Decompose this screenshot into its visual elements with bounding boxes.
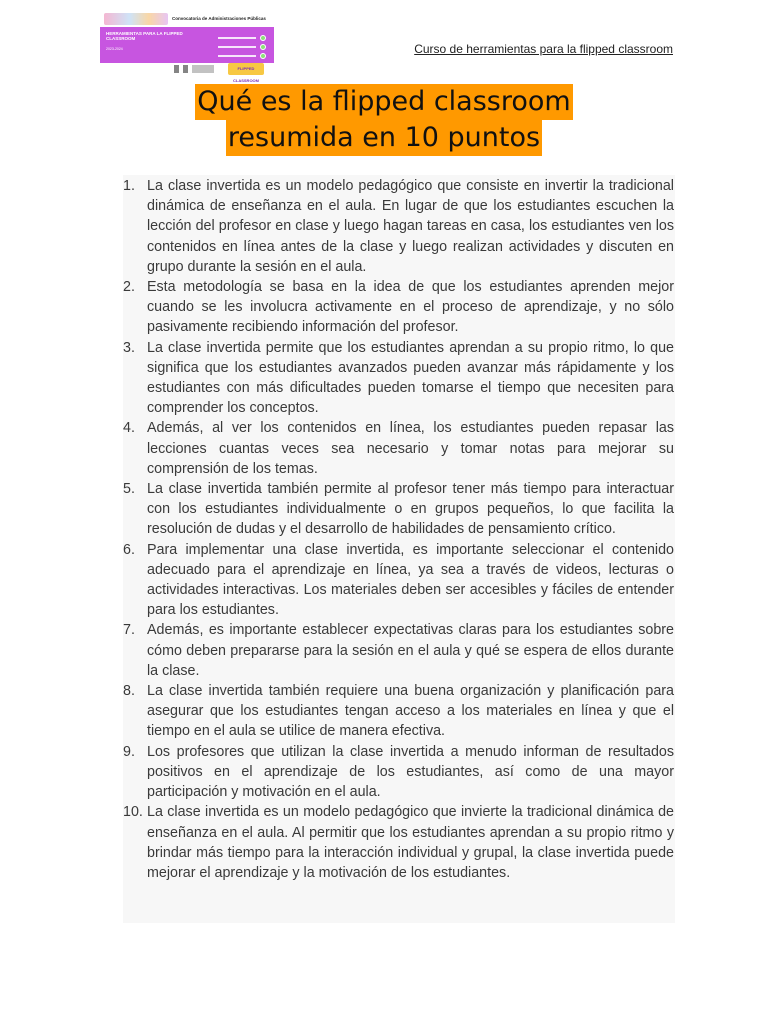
list-item-number: 9.	[123, 743, 135, 760]
banner-logos	[100, 63, 274, 83]
list-item	[123, 418, 674, 479]
list-item-number: 3.	[123, 339, 135, 356]
list-item-number: 7.	[123, 622, 135, 639]
list-item	[123, 742, 674, 803]
list-item	[123, 540, 674, 621]
header-course-name: Curso de herramientas para la flipped classroom	[414, 42, 673, 56]
list-item-number: 10.	[123, 804, 143, 821]
list-item	[123, 176, 674, 277]
list-item-text: Esta metodología se basa en la idea de que los estudiantes aprenden mejor cuando se les involucra activamente en el proceso de aprendizaje, y no sólo pasivamente recibiendo información del profesor.	[147, 279, 674, 336]
banner-row	[218, 44, 266, 50]
banner-dates: 2023-2024	[106, 47, 123, 51]
list-item	[123, 479, 674, 540]
banner-row	[218, 35, 266, 41]
check-dot-icon	[260, 44, 266, 50]
list-item-text: Además, es importante establecer expectativas claras para los estudiantes sobre cómo deben prepararse para la sesión en el aula y qué se espera de ellos durante la clase.	[147, 622, 674, 679]
banner-illustration	[104, 13, 168, 25]
list-item-text: La clase invertida también requiere una buena organización y planificación para asegurar que los estudiantes tengan acceso a los materiales en línea y que el tiempo en el aula se utilice de manera efectiva.	[147, 683, 674, 740]
list-item-number: 8.	[123, 683, 135, 700]
list-item-number: 5.	[123, 481, 135, 498]
list-item-text: La clase invertida es un modelo pedagógico que invierte la tradicional dinámica de enseñanza en el aula. Al permitir que los estudiantes aprendan a su propio ritmo y brindar más tiempo para la interacción individual y grupal, la clase invertida puede mejorar el aprendizaje y la motivación de los estudiantes.	[147, 804, 674, 881]
flipped-classroom-logo: FLIPPED CLASSROOM	[228, 63, 264, 75]
banner-top-strip	[100, 11, 274, 27]
list-item	[123, 338, 674, 419]
list-item-text: Para implementar una clase invertida, es importante seleccionar el contenido adecuado para el aprendizaje en línea, ya sea a través de videos, lecturas o actividades interactivas. Los materiales deben ser accesibles y fáciles de entender para los estudiantes.	[147, 541, 674, 619]
banner-row	[218, 53, 266, 59]
title-line-1: Qué es la flipped classroom	[195, 84, 572, 120]
list-item-number: 2.	[123, 279, 135, 296]
points-list	[123, 176, 674, 883]
list-item-number: 4.	[123, 420, 135, 437]
list-item	[123, 277, 674, 338]
list-item-text: La clase invertida es un modelo pedagógico que consiste en invertir la tradicional dinámica de enseñanza en el aula. En lugar de que los estudiantes escuchen la lección del profesor en clase y luego hagan tareas en casa, los estudiantes ven los contenidos en línea antes de la clase y luego realizan actividades y discuten en grupo durante la sesión en el aula.	[147, 178, 674, 275]
list-item	[123, 681, 674, 742]
list-item	[123, 802, 674, 883]
title-line-2: resumida en 10 puntos	[226, 120, 542, 156]
banner-body	[100, 27, 274, 63]
list-item-text: La clase invertida también permite al profesor tener más tiempo para interactuar con los estudiantes individualmente o en grupos pequeños, lo que facilita la resolución de dudas y el desarrollo de habilidades de pensamiento crítico.	[147, 481, 674, 538]
page-title	[0, 84, 768, 156]
check-dot-icon	[260, 35, 266, 41]
course-banner	[100, 11, 274, 83]
list-item-text: La clase invertida permite que los estudiantes aprendan a su propio ritmo, lo que significa que los estudiantes avanzados pueden avanzar más rápidamente y los estudiantes con más dificultades pueden tomarse el tiempo que necesiten para comprender los conceptos.	[147, 339, 674, 417]
list-item-number: 1.	[123, 178, 135, 194]
banner-top-label: Convocatoria de Administraciones Públicas	[172, 16, 266, 21]
list-item	[123, 620, 674, 681]
institution-logos	[174, 65, 214, 73]
points-content	[123, 175, 675, 923]
list-item-text: Los profesores que utilizan la clase invertida a menudo informan de resultados positivos en el aprendizaje de los estudiantes, así como de una mayor participación y motivación en el aula.	[147, 743, 674, 801]
list-item-text: Además, al ver los contenidos en línea, los estudiantes pueden repasar las lecciones cuantas veces sea necesario y tomar notas para mejorar su comprensión de los temas.	[147, 420, 674, 477]
check-dot-icon	[260, 53, 266, 59]
list-item-number: 6.	[123, 541, 135, 558]
banner-course-title: HERRAMIENTAS PARA LA FLIPPED CLASSROOM	[106, 31, 183, 41]
